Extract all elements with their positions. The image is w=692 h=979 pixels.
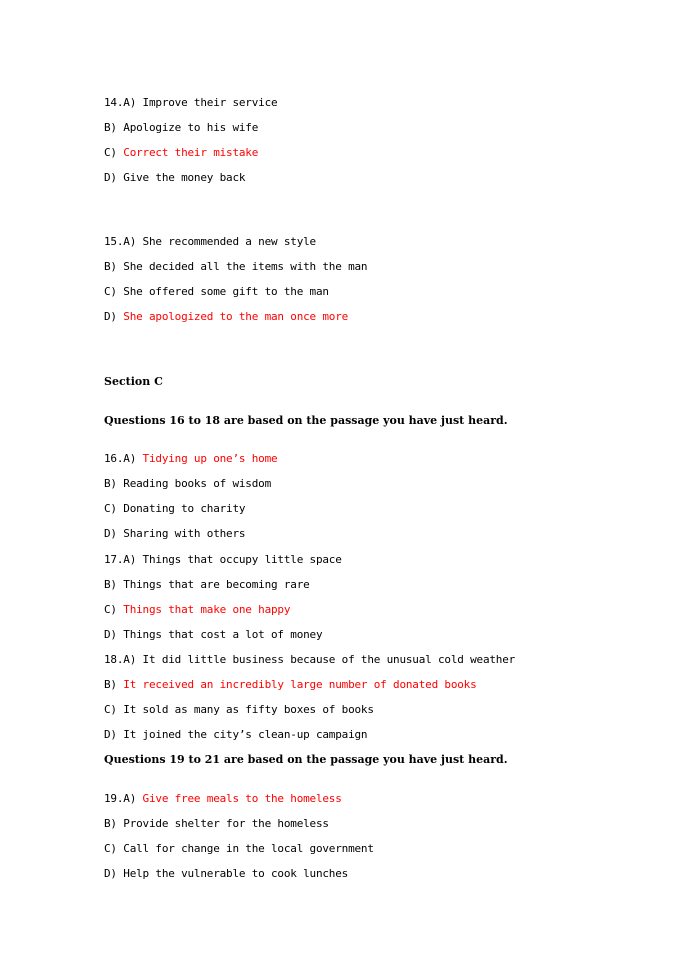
option-prefix: C) bbox=[104, 502, 124, 515]
answer-text: Tidying up one’s home bbox=[142, 452, 278, 465]
option-prefix: C) bbox=[104, 703, 124, 716]
q15-option-d bbox=[104, 310, 348, 324]
option-prefix: 18.A) bbox=[104, 653, 143, 666]
option-prefix: C) bbox=[104, 842, 124, 855]
option-prefix: B) bbox=[104, 578, 124, 591]
option-prefix: 16.A) bbox=[104, 452, 143, 465]
option-prefix: 17.A) bbox=[104, 553, 143, 566]
option-prefix: D) bbox=[104, 867, 124, 880]
option-prefix: B) bbox=[104, 817, 124, 830]
answer-text: Correct their mistake bbox=[123, 146, 259, 159]
option-text: It joined the city’s clean-up campaign bbox=[123, 728, 368, 741]
q16-option-a bbox=[104, 452, 277, 466]
q19-option-d bbox=[104, 867, 348, 881]
option-text: Things that occupy little space bbox=[142, 553, 342, 566]
q19-option-c bbox=[104, 842, 374, 856]
option-prefix: 19.A) bbox=[104, 792, 143, 805]
q18-option-b bbox=[104, 678, 477, 692]
option-prefix: C) bbox=[104, 146, 124, 159]
option-prefix: B) bbox=[104, 260, 124, 273]
answer-text: She apologized to the man once more bbox=[123, 310, 349, 323]
option-prefix: B) bbox=[104, 121, 124, 134]
option-prefix: D) bbox=[104, 728, 124, 741]
option-prefix: 15.A) bbox=[104, 235, 143, 248]
option-text: She decided all the items with the man bbox=[123, 260, 368, 273]
q14-option-c bbox=[104, 146, 258, 160]
option-prefix: B) bbox=[104, 678, 124, 691]
q16-option-b bbox=[104, 477, 271, 491]
answer-text: Things that make one happy bbox=[123, 603, 291, 616]
answer-text: It received an incredibly large number of donated books bbox=[123, 678, 477, 691]
question-group-heading: Questions 19 to 21 are based on the passage you have just heard. bbox=[104, 753, 508, 766]
q17-option-a bbox=[104, 553, 342, 567]
q19-option-a bbox=[104, 792, 342, 806]
option-prefix: C) bbox=[104, 603, 124, 616]
option-text: Provide shelter for the homeless bbox=[123, 817, 329, 830]
q18-option-d bbox=[104, 728, 367, 742]
q18-option-c bbox=[104, 703, 374, 717]
option-text: Things that are becoming rare bbox=[123, 578, 310, 591]
option-prefix: D) bbox=[104, 171, 124, 184]
option-text: Give the money back bbox=[123, 171, 246, 184]
option-prefix: C) bbox=[104, 285, 124, 298]
option-text: Donating to charity bbox=[123, 502, 246, 515]
option-text: Reading books of wisdom bbox=[123, 477, 272, 490]
option-prefix: D) bbox=[104, 628, 124, 641]
option-text: Improve their service bbox=[142, 96, 278, 109]
q15-option-c bbox=[104, 285, 329, 299]
q17-option-b bbox=[104, 578, 310, 592]
q15-option-a bbox=[104, 235, 316, 249]
option-text: Things that cost a lot of money bbox=[123, 628, 323, 641]
q17-option-d bbox=[104, 628, 322, 642]
q16-option-c bbox=[104, 502, 245, 516]
option-prefix: 14.A) bbox=[104, 96, 143, 109]
option-text: She offered some gift to the man bbox=[123, 285, 329, 298]
q14-option-d bbox=[104, 171, 245, 185]
q18-option-a bbox=[104, 653, 515, 667]
q14-option-a bbox=[104, 96, 277, 110]
question-group-heading: Questions 16 to 18 are based on the passage you have just heard. bbox=[104, 414, 508, 427]
q16-option-d bbox=[104, 527, 245, 541]
q14-option-b bbox=[104, 121, 258, 135]
q15-option-b bbox=[104, 260, 367, 274]
option-text: Sharing with others bbox=[123, 527, 246, 540]
option-text: It did little business because of the unusual cold weather bbox=[142, 653, 516, 666]
option-text: Call for change in the local government bbox=[123, 842, 374, 855]
option-text: Apologize to his wife bbox=[123, 121, 259, 134]
q19-option-b bbox=[104, 817, 329, 831]
option-prefix: D) bbox=[104, 527, 124, 540]
section-heading: Section C bbox=[104, 375, 163, 388]
option-prefix: B) bbox=[104, 477, 124, 490]
option-text: It sold as many as fifty boxes of books bbox=[123, 703, 374, 716]
q17-option-c bbox=[104, 603, 290, 617]
option-text: Help the vulnerable to cook lunches bbox=[123, 867, 349, 880]
option-prefix: D) bbox=[104, 310, 124, 323]
option-text: She recommended a new style bbox=[142, 235, 316, 248]
answer-text: Give free meals to the homeless bbox=[142, 792, 342, 805]
